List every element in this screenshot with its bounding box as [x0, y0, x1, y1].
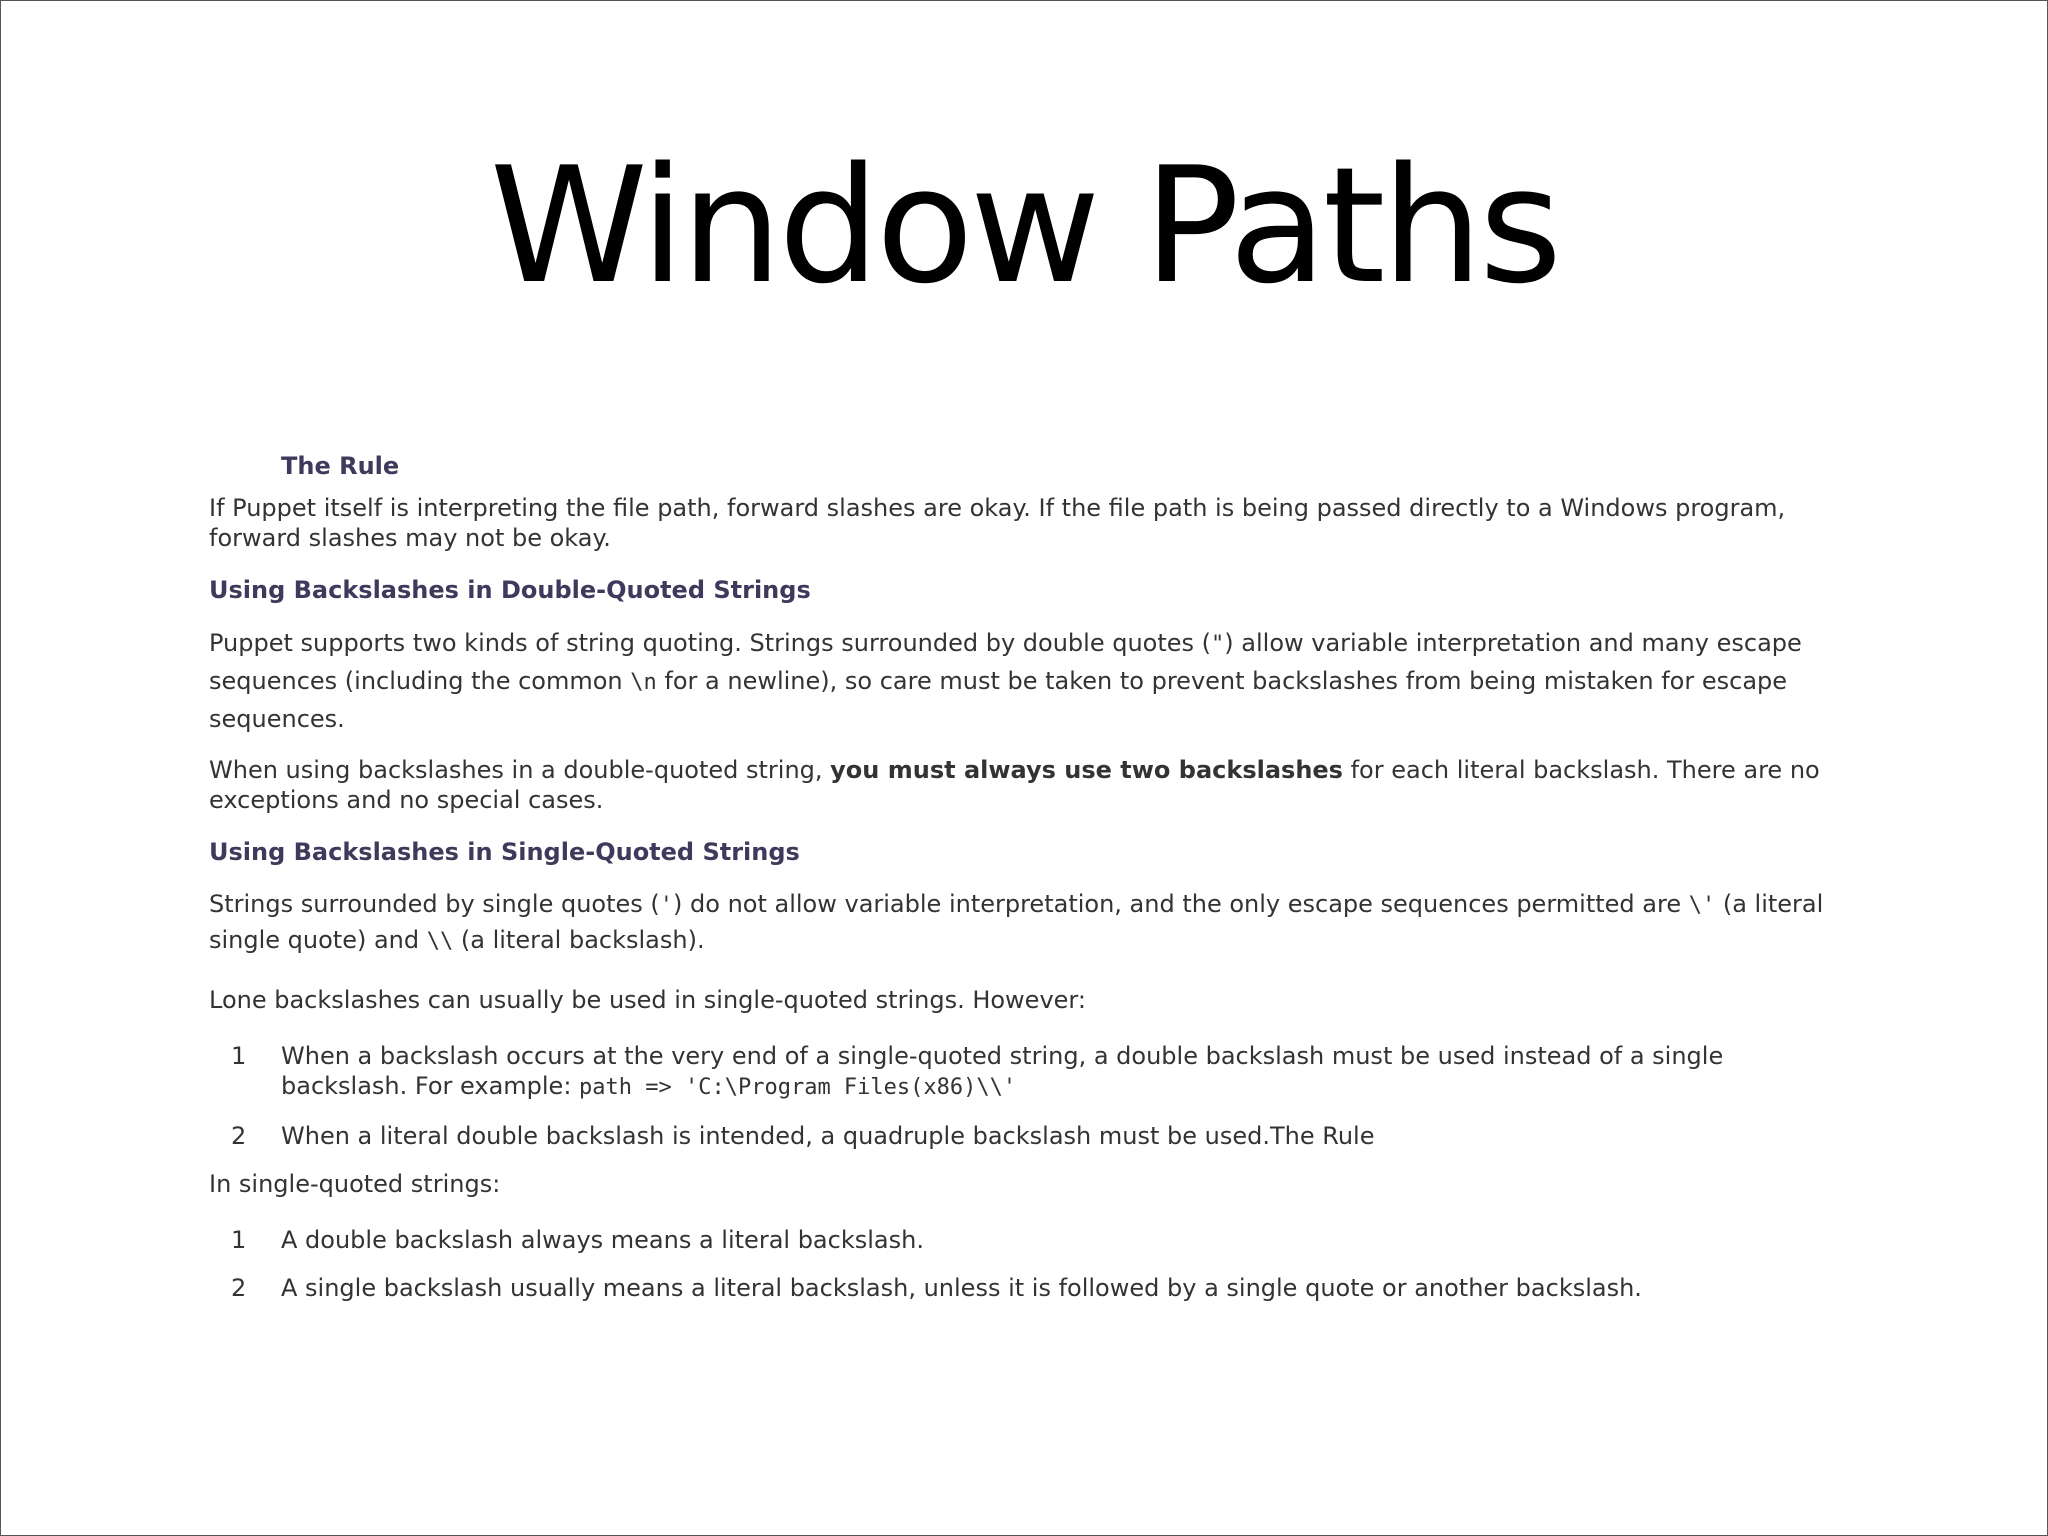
single-quoted-paragraph-1: Strings surrounded by single quotes (') do not allow variable interpretation, and the only escape sequences permitted are \' (a literal single quote) and \\ (a literal backslash). [209, 890, 1824, 954]
slide-title: Window Paths [489, 132, 1559, 319]
code-single-quote: ' [659, 893, 674, 918]
double-quoted-paragraph-1: Puppet supports two kinds of string quoting. Strings surrounded by double quotes (") allow variable interpretation and many escape sequences (including the common \n for a newline), so care must be taken to prevent backslashes from being mistaken for escape sequences. [209, 629, 1802, 733]
code-escaped-quote: \' [1688, 893, 1716, 918]
single-quoted-exceptions-list [209, 1041, 1849, 1151]
rule-text: If Puppet itself is interpreting the file path, forward slashes are okay. If the file path is being passed directly to a Windows program, forward slashes may not be okay. [209, 494, 1786, 552]
single-quoted-rules-list [209, 1225, 1849, 1303]
emphasis-two-backslashes: you must always use two backslashes [830, 756, 1343, 784]
double-quoted-heading: Using Backslashes in Double-Quoted Strings [209, 576, 811, 604]
list-item: 2 When a literal double backslash is intended, a quadruple backslash must be used.The Rule [231, 1122, 1375, 1150]
rule-heading: The Rule [281, 452, 400, 480]
code-example: path => 'C:\Program Files(x86)\\' [579, 1075, 1017, 1100]
single-quoted-paragraph-3: In single-quoted strings: [209, 1170, 501, 1198]
double-quoted-paragraph-2: When using backslashes in a double-quoted string, you must always use two backslashes for each literal backslash. There are no exceptions and no special cases. [209, 756, 1820, 814]
code-escaped-backslash: \\ [426, 929, 454, 954]
list-item: 1 A double backslash always means a literal backslash. [231, 1226, 924, 1254]
single-quoted-heading: Using Backslashes in Single-Quoted Strings [209, 838, 800, 866]
list-item: 2 A single backslash usually means a literal backslash, unless it is followed by a single quote or another backslash. [231, 1274, 1642, 1302]
slide-content [209, 451, 1849, 1321]
list-item: 1 When a backslash occurs at the very end of a single-quoted string, a double backslash must be used instead of a single backslash. For example: path => 'C:\Program Files(x86)\\' [231, 1042, 1724, 1100]
code-double-quote: " [1211, 632, 1225, 657]
code-newline: \n [630, 670, 657, 695]
single-quoted-paragraph-2: Lone backslashes can usually be used in single-quoted strings. However: [209, 986, 1086, 1014]
